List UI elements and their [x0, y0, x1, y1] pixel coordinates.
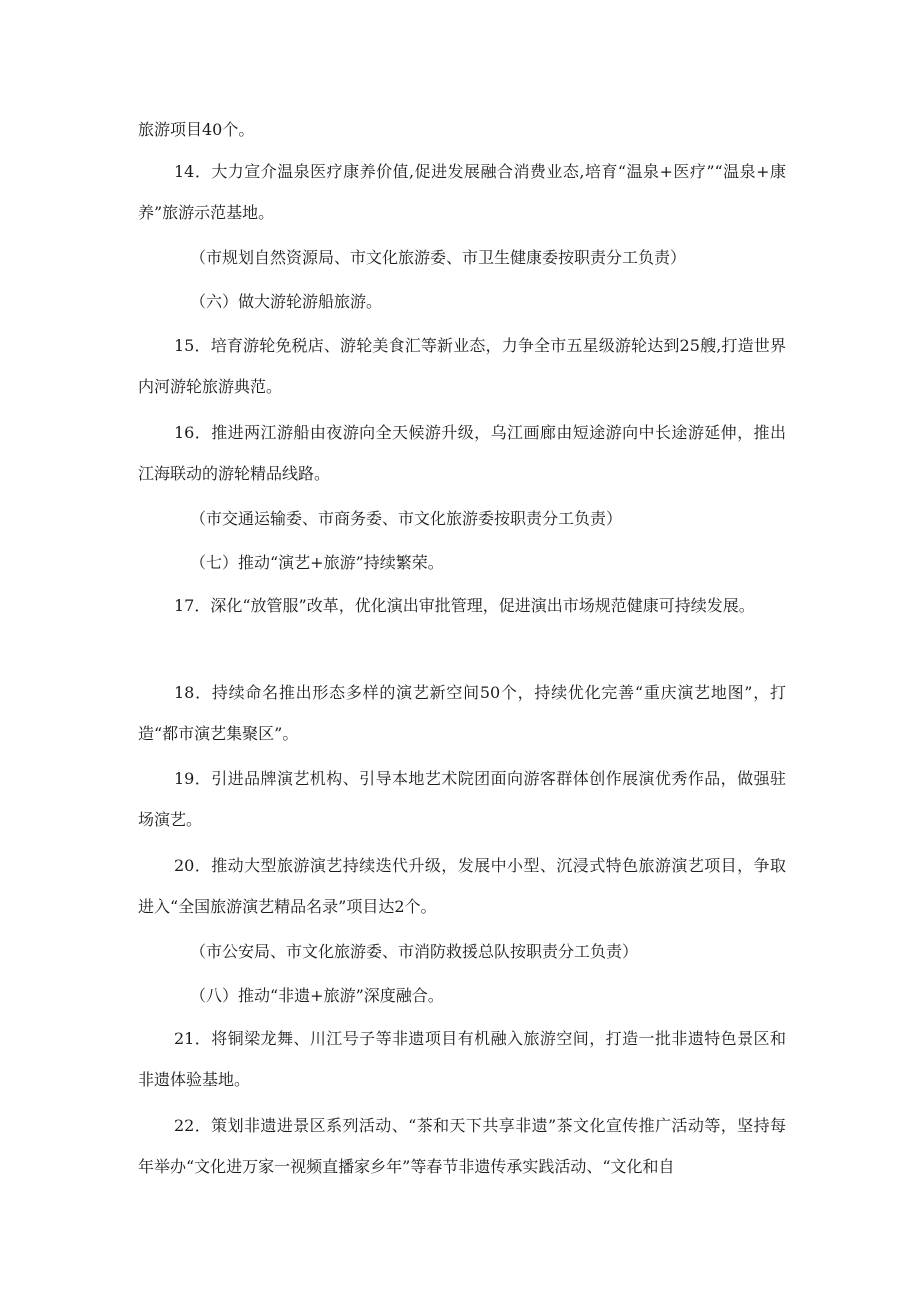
- paragraph-item-17: 17．深化“放管服”改革，优化演出审批管理，促进演出市场规范健康可持续发展。: [174, 596, 755, 615]
- responsibility-note: （市公安局、市文化旅游委、市消防救援总队按职责分工负责）: [190, 942, 639, 961]
- section-heading-6: （六）做大游轮游船旅游。: [190, 292, 383, 311]
- paragraph-item-19: 19．引进品牌演艺机构、引导本地艺术院团面向游客群体创作展演优秀作品，做强驻场演艺。: [138, 769, 786, 829]
- paragraph-item-16: 16．推进两江游船由夜游向全天候游升级，乌江画廊由短途游向中长途游延伸，推出江海联动的游轮精品线路。: [138, 423, 786, 483]
- paragraph-continuation: 旅游项目40个。: [138, 120, 255, 139]
- paragraph-item-14: 14．大力宣介温泉医疗康养价值,促进发展融合消费业态,培育“温泉+医疗”“温泉+康养”旅游示范基地。: [138, 162, 786, 222]
- responsibility-note: （市规划自然资源局、市文化旅游委、市卫生健康委按职责分工负责）: [190, 248, 687, 267]
- responsibility-note: （市交通运输委、市商务委、市文化旅游委按职责分工负责）: [190, 509, 623, 528]
- section-heading-7: （七）推动“演艺+旅游”持续繁荣。: [190, 553, 444, 572]
- paragraph-item-22: 22．策划非遗进景区系列活动、“茶和天下共享非遗”茶文化宣传推广活动等，坚持每年举办“文化进万家一视频直播家乡年”等春节非遗传承实践活动、“文化和自: [138, 1116, 786, 1176]
- section-heading-8: （八）推动“非遗+旅游”深度融合。: [190, 986, 444, 1005]
- paragraph-item-15: 15．培育游轮免税店、游轮美食汇等新业态，力争全市五星级游轮达到25艘,打造世界内河游轮旅游典范。: [138, 336, 786, 396]
- paragraph-item-18: 18．持续命名推出形态多样的演艺新空间50个，持续优化完善“重庆演艺地图”，打造“都市演艺集聚区”。: [138, 683, 786, 743]
- paragraph-item-20: 20．推动大型旅游演艺持续迭代升级，发展中小型、沉浸式特色旅游演艺项目，争取进入“全国旅游演艺精品名录”项目达2个。: [138, 856, 786, 916]
- paragraph-item-21: 21．将铜梁龙舞、川江号子等非遗项目有机融入旅游空间，打造一批非遗特色景区和非遗体验基地。: [138, 1029, 786, 1089]
